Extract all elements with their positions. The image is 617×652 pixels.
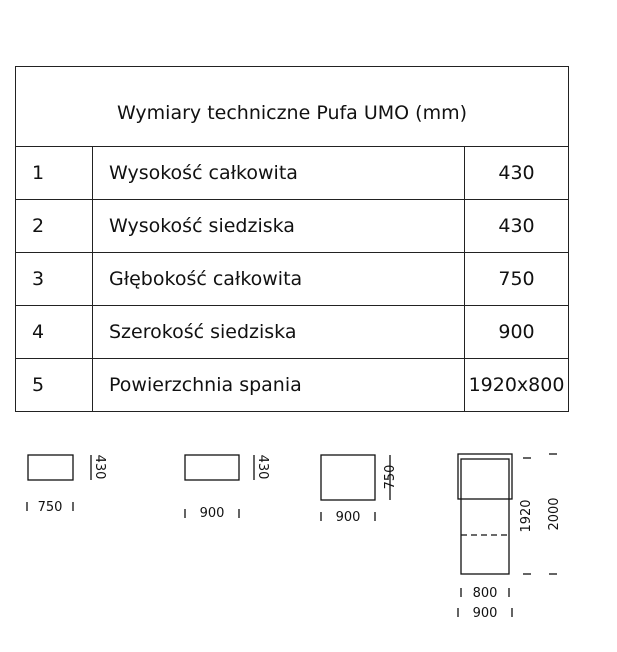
drawing-2-height-label: 430 bbox=[255, 454, 270, 480]
drawing-1-width-label: 750 bbox=[37, 500, 63, 515]
row-number: 4 bbox=[16, 306, 93, 359]
row-label: Powierzchnia spania bbox=[93, 359, 465, 412]
drawing-4-outer-length-label: 2000 bbox=[547, 497, 562, 531]
row-label: Szerokość siedziska bbox=[93, 306, 465, 359]
row-number: 3 bbox=[16, 253, 93, 306]
drawing-1-outline bbox=[28, 455, 73, 480]
drawing-4-inner-width-label: 800 bbox=[472, 586, 498, 601]
table-title: Wymiary techniczne Pufa UMO (mm) bbox=[16, 67, 569, 147]
drawing-4-outer-width-label: 900 bbox=[472, 606, 498, 621]
row-number: 1 bbox=[16, 147, 93, 200]
drawing-2-width-label: 900 bbox=[199, 506, 225, 521]
drawing-3-depth-label: 750 bbox=[383, 464, 398, 490]
row-label: Wysokość siedziska bbox=[93, 200, 465, 253]
row-label: Głębokość całkowita bbox=[93, 253, 465, 306]
dimensions-table bbox=[15, 66, 569, 412]
drawing-3-width-label: 900 bbox=[335, 510, 361, 525]
drawing-3-outline bbox=[321, 455, 375, 500]
row-label: Wysokość całkowita bbox=[93, 147, 465, 200]
technical-drawings bbox=[0, 440, 617, 640]
drawing-4-inner-length-label: 1920 bbox=[519, 499, 534, 533]
table-row bbox=[16, 306, 569, 359]
row-number: 2 bbox=[16, 200, 93, 253]
row-value: 1920x800 bbox=[465, 359, 569, 412]
drawing-1-height-label: 430 bbox=[92, 454, 107, 480]
row-number: 5 bbox=[16, 359, 93, 412]
row-value: 430 bbox=[465, 200, 569, 253]
table-row bbox=[16, 147, 569, 200]
drawing-4-bed-outline bbox=[461, 459, 509, 574]
drawing-4-pouf-top bbox=[458, 454, 512, 499]
row-value: 750 bbox=[465, 253, 569, 306]
row-value: 900 bbox=[465, 306, 569, 359]
drawing-2-outline bbox=[185, 455, 239, 480]
table-row bbox=[16, 200, 569, 253]
table-row bbox=[16, 253, 569, 306]
table-row bbox=[16, 359, 569, 412]
row-value: 430 bbox=[465, 147, 569, 200]
